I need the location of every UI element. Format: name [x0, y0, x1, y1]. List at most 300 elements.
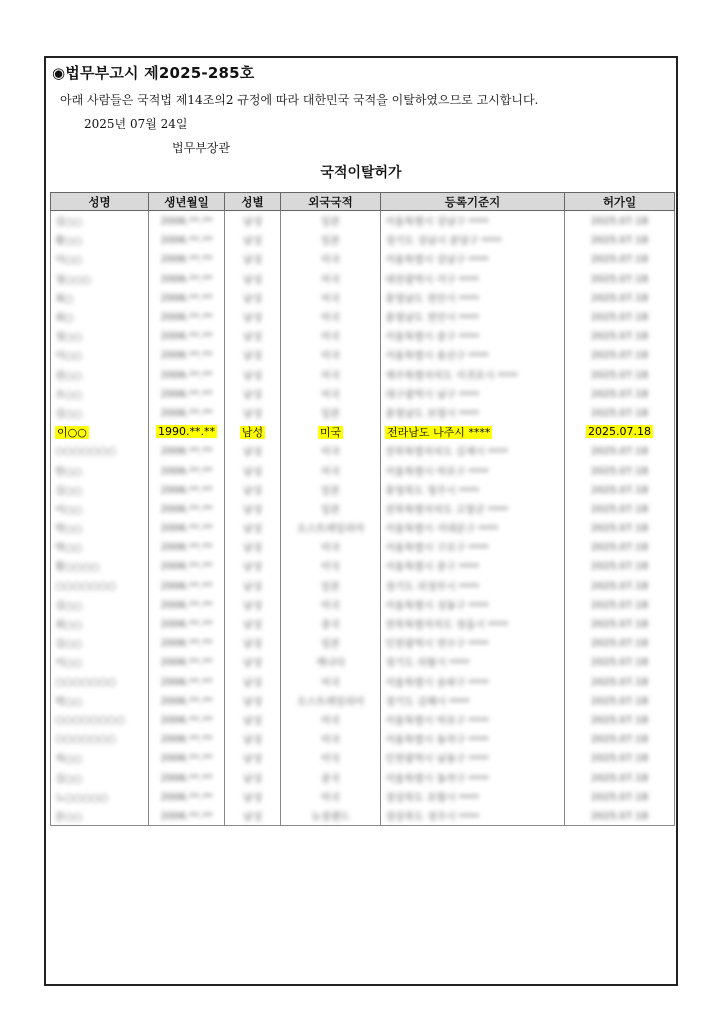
- cell-nationality-text: 일본: [320, 408, 341, 420]
- cell-birth: [149, 403, 225, 422]
- cell-address-text: 전북특별자치도 김제시 ****: [385, 447, 508, 459]
- cell-nationality-text: 미국: [320, 466, 341, 478]
- cell-nationality: [281, 806, 381, 826]
- cell-name-text: ○○○○○○○: [55, 676, 117, 688]
- cell-name-text: ○○○○○○○: [55, 580, 117, 592]
- cell-birth: [149, 249, 225, 268]
- cell-sex: [225, 767, 281, 786]
- cell-name-text: 노○○○○○: [55, 792, 109, 804]
- cell-address: [381, 365, 565, 384]
- table-row: [51, 269, 675, 288]
- table-row: [51, 345, 675, 364]
- cell-sex-text: 남성: [242, 754, 263, 766]
- cell-birth-text: 2006.**.**: [160, 599, 213, 611]
- cell-sex: [225, 288, 281, 307]
- table-row: [51, 652, 675, 671]
- cell-address-text: 전북특별자치도 고창군 ****: [385, 504, 508, 516]
- cell-sex: [225, 576, 281, 595]
- cell-sex: [225, 211, 281, 231]
- cell-address: [381, 576, 565, 595]
- table-row: [51, 806, 675, 826]
- table-row: [51, 518, 675, 537]
- cell-nationality: [281, 710, 381, 729]
- cell-date: [565, 729, 675, 748]
- cell-nationality-text: 일본: [320, 504, 341, 516]
- cell-address: [381, 230, 565, 249]
- cell-birth: [149, 422, 225, 441]
- cell-name: [51, 422, 149, 441]
- table-row: [51, 614, 675, 633]
- cell-sex: [225, 403, 281, 422]
- cell-name: [51, 326, 149, 345]
- cell-address-text: 충청남도 천안시 ****: [385, 293, 479, 305]
- cell-sex: [225, 595, 281, 614]
- cell-address: [381, 556, 565, 575]
- cell-address-text: 대구광역시 남구 ****: [385, 389, 479, 401]
- cell-sex: [225, 326, 281, 345]
- cell-address-text: 서울특별시 송파구 ****: [385, 677, 489, 689]
- cell-name-text: 문○○: [55, 811, 83, 823]
- cell-nationality-text: 일본: [320, 236, 341, 248]
- cell-address-text: 대전광역시 서구 ****: [385, 274, 479, 286]
- cell-address: [381, 806, 565, 826]
- table-row: [51, 499, 675, 518]
- cell-nationality: [281, 556, 381, 575]
- cell-address-text: 인천광역시 남동구 ****: [385, 754, 489, 766]
- cell-date-text: 2025.07.18: [590, 484, 649, 496]
- cell-nationality-text: 미국: [320, 332, 341, 344]
- cell-nationality-text: 일본: [320, 485, 341, 497]
- cell-address-text: 서울특별시 마포구 ****: [385, 466, 489, 478]
- cell-nationality-text: 일본: [320, 581, 341, 593]
- table-row: [51, 767, 675, 786]
- cell-name-text: 차○○: [55, 754, 83, 766]
- cell-nationality: [281, 518, 381, 537]
- cell-sex: [225, 748, 281, 767]
- cell-name: [51, 518, 149, 537]
- cell-name: [51, 806, 149, 826]
- cell-birth: [149, 441, 225, 460]
- cell-date-text: 2025.07.18: [590, 676, 649, 688]
- cell-nationality: [281, 595, 381, 614]
- cell-nationality: [281, 499, 381, 518]
- notice-page: [44, 56, 678, 986]
- cell-name: [51, 345, 149, 364]
- cell-address: [381, 729, 565, 748]
- cell-date: [565, 806, 675, 826]
- cell-date-text: 2025.07.18: [590, 216, 649, 228]
- notice-heading: ◉법무부고시 제2025-285호: [52, 64, 255, 82]
- cell-birth: [149, 787, 225, 806]
- cell-birth-text: 2006.**.**: [160, 369, 213, 381]
- cell-date: [565, 384, 675, 403]
- cell-birth-text: 2006.**.**: [160, 561, 213, 573]
- cell-address: [381, 441, 565, 460]
- cell-date-text: 2025.07.18: [590, 619, 649, 631]
- cell-address: [381, 384, 565, 403]
- cell-sex: [225, 441, 281, 460]
- cell-address: [381, 748, 565, 767]
- cell-address: [381, 633, 565, 652]
- cell-address-text: 경상북도 포항시 ****: [385, 792, 479, 804]
- cell-address-text: 서울특별시 마포구 ****: [385, 715, 489, 727]
- cell-name-text: ○○○○○○○: [55, 734, 117, 746]
- table-row: [51, 288, 675, 307]
- cell-name: [51, 365, 149, 384]
- cell-date-text: 2025.07.18: [590, 734, 649, 746]
- cell-birth-text: 2006.**.**: [160, 465, 213, 477]
- notice-issuer: 법무부장관: [172, 141, 230, 155]
- cell-nationality: [281, 787, 381, 806]
- cell-address-text: 경기도 의왕시 ****: [385, 658, 470, 670]
- cell-name-text: 박○○: [55, 543, 83, 555]
- cell-address-text: 서울특별시 서대문구 ****: [385, 524, 499, 536]
- table-row: [51, 441, 675, 460]
- cell-name: [51, 556, 149, 575]
- cell-date: [565, 576, 675, 595]
- cell-name: [51, 729, 149, 748]
- cell-sex: [225, 614, 281, 633]
- cell-nationality-text: 일본: [320, 639, 341, 651]
- cell-date-text: 2025.07.18: [590, 542, 649, 554]
- cell-address: [381, 288, 565, 307]
- cell-date: [565, 767, 675, 786]
- cell-name: [51, 710, 149, 729]
- cell-sex-text: 남성: [242, 677, 263, 689]
- cell-sex-text: 남성: [242, 658, 263, 670]
- cell-address-text: 서울특별시 동작구 ****: [385, 773, 489, 785]
- cell-name: [51, 767, 149, 786]
- cell-address: [381, 787, 565, 806]
- header-date: 허가일: [565, 193, 675, 211]
- cell-date: [565, 614, 675, 633]
- cell-sex-text: 남성: [242, 466, 263, 478]
- cell-birth-text: 2006.**.**: [160, 235, 213, 247]
- cell-name-text: ○○○○○○○: [55, 446, 117, 458]
- cell-name-text: 정○○: [55, 332, 83, 344]
- cell-birth: [149, 614, 225, 633]
- cell-sex-text: 남성: [242, 504, 263, 516]
- cell-address-text: 서울특별시 강남구 ****: [385, 255, 489, 267]
- cell-address: [381, 710, 565, 729]
- cell-sex-text: 남성: [242, 562, 263, 574]
- cell-name: [51, 787, 149, 806]
- cell-birth: [149, 288, 225, 307]
- cell-birth-text: 2006.**.**: [160, 791, 213, 803]
- table-row: [51, 748, 675, 767]
- cell-name: [51, 230, 149, 249]
- cell-date-text: 2025.07.18: [590, 657, 649, 669]
- cell-nationality-text: 미국: [320, 370, 341, 382]
- cell-name-text: 이○○: [55, 255, 83, 267]
- cell-nationality: [281, 326, 381, 345]
- cell-nationality-text: 미국: [320, 754, 341, 766]
- cell-birth-text: 2006.**.**: [160, 734, 213, 746]
- cell-birth-text: 2006.**.**: [160, 676, 213, 688]
- cell-address: [381, 691, 565, 710]
- cell-nationality: [281, 403, 381, 422]
- cell-name: [51, 652, 149, 671]
- cell-address: [381, 211, 565, 231]
- cell-date: [565, 230, 675, 249]
- cell-sex: [225, 806, 281, 826]
- cell-date: [565, 326, 675, 345]
- cell-birth-text: 2006.**.**: [160, 407, 213, 419]
- cell-date: [565, 633, 675, 652]
- cell-birth-text: 2006.**.**: [160, 523, 213, 535]
- table-row: [51, 460, 675, 479]
- cell-sex-text: 남성: [241, 425, 264, 439]
- cell-name-text: 이○○: [55, 658, 83, 670]
- cell-sex: [225, 556, 281, 575]
- cell-address-text: 서울특별시 구로구 ****: [385, 543, 489, 555]
- cell-date: [565, 460, 675, 479]
- cell-sex-text: 남성: [242, 620, 263, 632]
- cell-sex-text: 남성: [242, 389, 263, 401]
- cell-address-text: 인천광역시 연수구 ****: [385, 639, 489, 651]
- table-row: [51, 422, 675, 441]
- cell-nationality-text: 중국: [320, 773, 341, 785]
- cell-date: [565, 345, 675, 364]
- cell-sex-text: 남성: [242, 735, 263, 747]
- cell-birth-text: 2006.**.**: [160, 503, 213, 515]
- table-row: [51, 480, 675, 499]
- cell-name: [51, 211, 149, 231]
- cell-sex: [225, 672, 281, 691]
- cell-name: [51, 614, 149, 633]
- cell-birth: [149, 556, 225, 575]
- cell-address: [381, 614, 565, 633]
- cell-date-text: 2025.07.18: [590, 465, 649, 477]
- cell-address-text: 충청남도 보령시 ****: [385, 408, 479, 420]
- cell-date-text: 2025.07.18: [590, 580, 649, 592]
- cell-nationality: [281, 633, 381, 652]
- table-row: [51, 633, 675, 652]
- cell-address: [381, 460, 565, 479]
- cell-sex: [225, 460, 281, 479]
- table-row: [51, 595, 675, 614]
- cell-birth: [149, 748, 225, 767]
- cell-nationality-text: 오스트레일리아: [296, 696, 365, 708]
- cell-name: [51, 307, 149, 326]
- cell-date: [565, 595, 675, 614]
- header-name: 성명: [51, 193, 149, 211]
- cell-sex: [225, 652, 281, 671]
- cell-birth: [149, 326, 225, 345]
- table-row: [51, 249, 675, 268]
- cell-nationality-text: 미국: [320, 735, 341, 747]
- cell-date-text: 2025.07.18: [590, 407, 649, 419]
- cell-birth-text: 2006.**.**: [160, 810, 213, 822]
- cell-address: [381, 249, 565, 268]
- cell-birth-text: 2006.**.**: [160, 772, 213, 784]
- table-body: [51, 211, 675, 826]
- cell-date-text: 2025.07.18: [590, 561, 649, 573]
- cell-birth: [149, 365, 225, 384]
- cell-birth-text: 2006.**.**: [160, 619, 213, 631]
- cell-address-text: 전라남도 나주시 ****: [387, 425, 491, 439]
- cell-sex: [225, 537, 281, 556]
- cell-sex-text: 남성: [242, 313, 263, 325]
- table-row: [51, 787, 675, 806]
- cell-nationality: [281, 614, 381, 633]
- cell-sex: [225, 249, 281, 268]
- cell-birth: [149, 691, 225, 710]
- cell-date-text: 2025.07.18: [590, 254, 649, 266]
- cell-birth-text: 2006.**.**: [160, 273, 213, 285]
- cell-nationality: [281, 537, 381, 556]
- cell-sex: [225, 633, 281, 652]
- cell-birth: [149, 595, 225, 614]
- cell-nationality: [281, 729, 381, 748]
- cell-name-text: 이○○: [55, 504, 83, 516]
- cell-name: [51, 288, 149, 307]
- cell-date-text: 2025.07.18: [590, 714, 649, 726]
- cell-birth-text: 2006.**.**: [160, 753, 213, 765]
- cell-date: [565, 518, 675, 537]
- cell-birth: [149, 537, 225, 556]
- table-row: [51, 729, 675, 748]
- table-row: [51, 710, 675, 729]
- cell-name: [51, 441, 149, 460]
- cell-name: [51, 269, 149, 288]
- cell-address-text: 제주특별자치도 서귀포시 ****: [385, 370, 518, 382]
- cell-address-text: 경기도 김해시 ****: [385, 696, 470, 708]
- cell-address: [381, 595, 565, 614]
- cell-name: [51, 480, 149, 499]
- cell-name-text: 박○○: [55, 524, 83, 536]
- cell-sex-text: 남성: [242, 543, 263, 555]
- cell-address: [381, 422, 565, 441]
- cell-birth: [149, 767, 225, 786]
- cell-nationality-text: 미국: [320, 600, 341, 612]
- cell-birth-text: 2006.**.**: [160, 216, 213, 228]
- cell-name-text: 이○○: [57, 425, 87, 439]
- cell-sex-text: 남성: [242, 332, 263, 344]
- cell-date: [565, 288, 675, 307]
- cell-birth-text: 2006.**.**: [160, 312, 213, 324]
- header-nationality: 외국국적: [281, 193, 381, 211]
- cell-birth: [149, 576, 225, 595]
- cell-date: [565, 365, 675, 384]
- header-address: 등록기준지: [381, 193, 565, 211]
- cell-address-text: 전북특별자치도 정읍시 ****: [385, 620, 508, 632]
- cell-birth: [149, 211, 225, 231]
- cell-birth: [149, 345, 225, 364]
- cell-sex: [225, 787, 281, 806]
- notice-intro: 아래 사람들은 국적법 제14조의2 규정에 따라 대한민국 국적을 이탈하였으므로 고시합니다.: [60, 93, 539, 107]
- cell-date-text: 2025.07.18: [590, 235, 649, 247]
- cell-sex-text: 남성: [242, 639, 263, 651]
- table-row: [51, 307, 675, 326]
- permit-table: [50, 192, 675, 826]
- cell-nationality: [281, 307, 381, 326]
- cell-date-text: 2025.07.18: [590, 273, 649, 285]
- cell-sex-text: 남성: [242, 773, 263, 785]
- notice-date: 2025년 07월 24일: [84, 117, 188, 131]
- cell-nationality-text: 미국: [320, 351, 341, 363]
- cell-birth: [149, 480, 225, 499]
- cell-address: [381, 499, 565, 518]
- cell-birth-text: 2006.**.**: [160, 388, 213, 400]
- cell-address: [381, 345, 565, 364]
- cell-sex-text: 남성: [242, 696, 263, 708]
- cell-name-text: 황○○○○: [55, 562, 100, 574]
- cell-address: [381, 326, 565, 345]
- cell-address-text: 충청남도 천안시 ****: [385, 313, 479, 325]
- cell-nationality: [281, 652, 381, 671]
- cell-birth: [149, 729, 225, 748]
- cell-nationality-text: 미국: [319, 425, 342, 439]
- cell-birth-text: 2006.**.**: [160, 657, 213, 669]
- cell-birth: [149, 460, 225, 479]
- cell-sex: [225, 384, 281, 403]
- table-row: [51, 384, 675, 403]
- cell-birth-text: 2006.**.**: [160, 695, 213, 707]
- cell-nationality-text: 캐나다: [316, 658, 345, 670]
- cell-sex-text: 남성: [242, 274, 263, 286]
- cell-name-text: 최○○: [55, 620, 83, 632]
- cell-date: [565, 710, 675, 729]
- cell-date-text: 2025.07.18: [590, 312, 649, 324]
- table-row: [51, 403, 675, 422]
- cell-sex-text: 남성: [242, 255, 263, 267]
- cell-nationality-text: 미국: [320, 715, 341, 727]
- cell-name-text: 이○○: [55, 351, 83, 363]
- cell-name-text: 김○○: [55, 217, 83, 229]
- cell-birth-text: 2006.**.**: [160, 446, 213, 458]
- cell-date-text: 2025.07.18: [590, 503, 649, 515]
- cell-name: [51, 403, 149, 422]
- cell-birth-text: 1990.**.**: [158, 425, 215, 439]
- cell-sex: [225, 230, 281, 249]
- cell-birth: [149, 633, 225, 652]
- cell-date-text: 2025.07.18: [590, 292, 649, 304]
- cell-date-text: 2025.07.18: [590, 331, 649, 343]
- cell-name-text: 김○○: [55, 600, 83, 612]
- cell-address-text: 경기도 성남시 분당구 ****: [385, 236, 502, 248]
- cell-name: [51, 460, 149, 479]
- cell-name: [51, 537, 149, 556]
- cell-sex: [225, 345, 281, 364]
- cell-name: [51, 633, 149, 652]
- cell-sex-text: 남성: [242, 811, 263, 823]
- cell-nationality: [281, 748, 381, 767]
- cell-nationality: [281, 384, 381, 403]
- table-row: [51, 672, 675, 691]
- cell-address: [381, 537, 565, 556]
- cell-birth-text: 2006.**.**: [160, 331, 213, 343]
- cell-nationality: [281, 288, 381, 307]
- cell-sex-text: 남성: [242, 236, 263, 248]
- cell-date: [565, 787, 675, 806]
- cell-sex-text: 남성: [242, 715, 263, 727]
- cell-name: [51, 384, 149, 403]
- cell-nationality-text: 미국: [320, 677, 341, 689]
- cell-date: [565, 748, 675, 767]
- cell-nationality: [281, 441, 381, 460]
- cell-birth: [149, 710, 225, 729]
- cell-sex-text: 남성: [242, 581, 263, 593]
- cell-birth-text: 2006.**.**: [160, 484, 213, 496]
- cell-date-text: 2025.07.18: [590, 350, 649, 362]
- header-birth: 생년월일: [149, 193, 225, 211]
- cell-date-text: 2025.07.18: [590, 695, 649, 707]
- cell-date: [565, 403, 675, 422]
- cell-sex-text: 남성: [242, 408, 263, 420]
- cell-nationality-text: 미국: [320, 447, 341, 459]
- cell-sex: [225, 269, 281, 288]
